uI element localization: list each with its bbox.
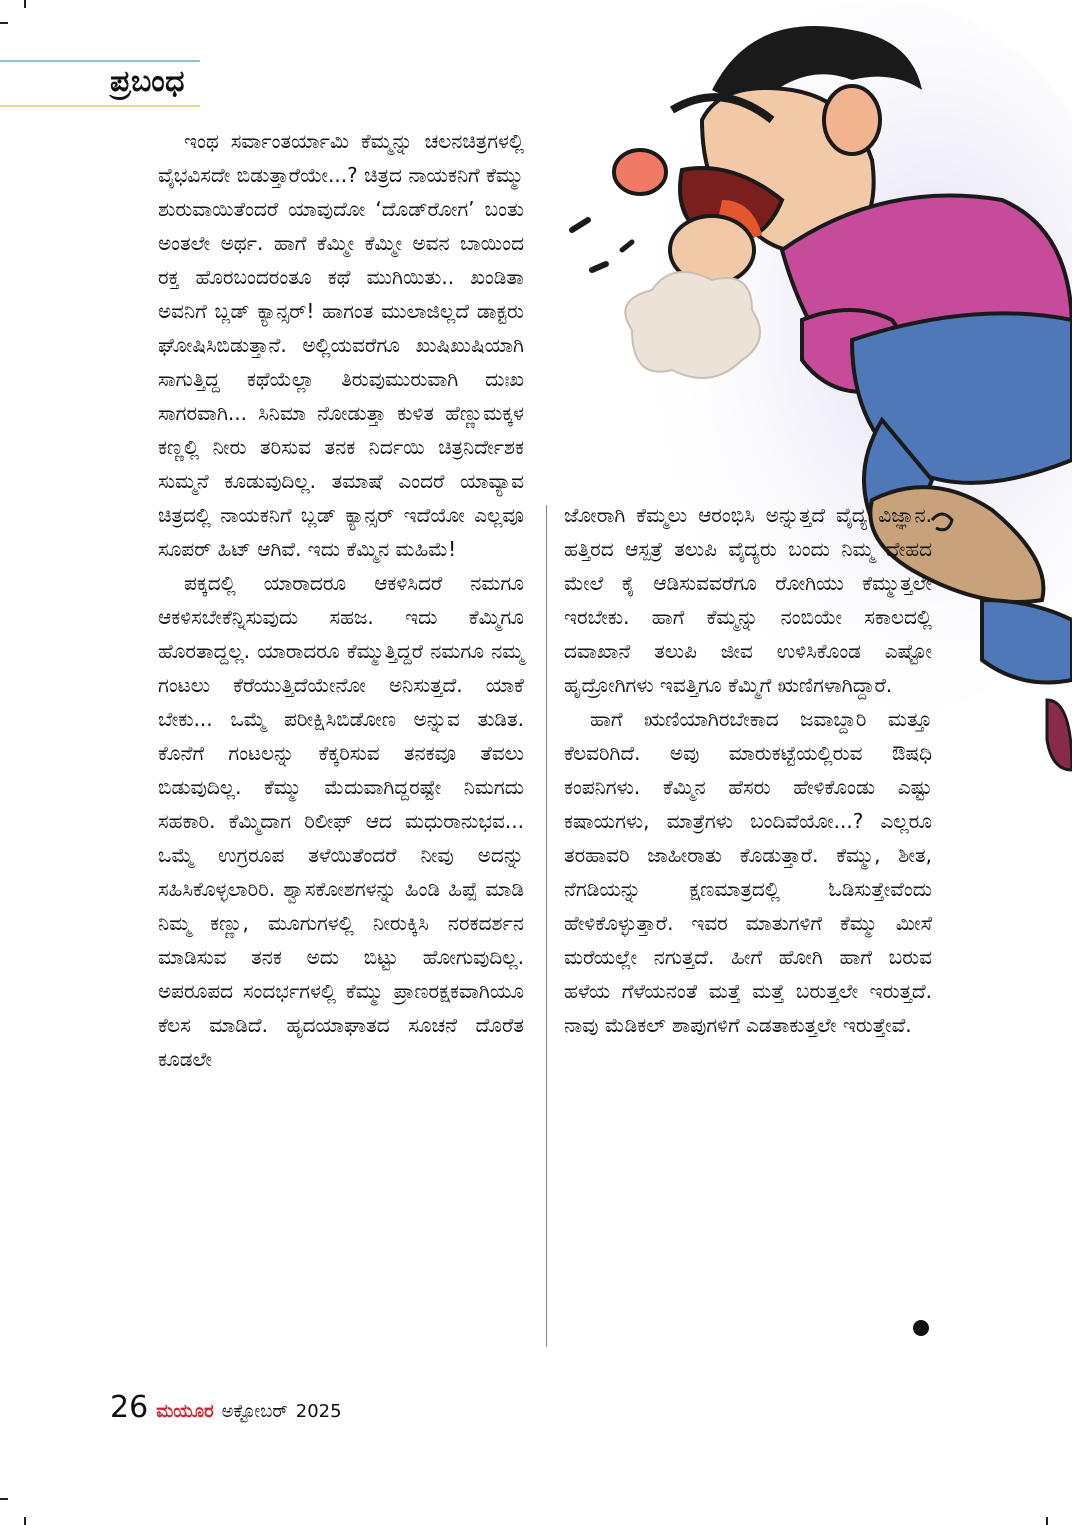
magazine-name: ಮಯೂರ	[156, 1401, 214, 1422]
section-title: ಪ್ರಬಂಧ	[110, 64, 186, 99]
paragraph: ಪಕ್ಕದಲ್ಲಿ ಯಾರಾದರೂ ಆಕಳಿಸಿದರೆ ನಮಗೂ ಆಕಳಿಸಬೇಕೆನ್ನಿಸುವುದು ಸಹಜ. ಇದು ಕೆಮ್ಮಿಗೂ ಹೊರತಾದ್ದಲ್ಲ. ಯಾರಾದರೂ ಕೆಮ್ಮುತ್ತಿದ್ದರೆ ನಮಗೂ ನಮ್ಮ ಗಂಟಲು ಕೆರೆಯುತ್ತಿದೆಯೇನೋ ಅನಿಸುತ್ತದೆ. ಯಾಕೆ ಬೇಕು... ಒಮ್ಮೆ ಪರೀಕ್ಷಿಸಿಬಿಡೋಣ ಅನ್ನುವ ತುಡಿತ. ಕೊನೆಗೆ ಗಂಟಲನ್ನು ಕೆಕ್ಕರಿಸುವ ತನಕವೂ ತೆವಲು ಬಿಡುವುದಿಲ್ಲ. ಕೆಮ್ಮು ಮೆದುವಾಗಿದ್ದರಷ್ಟೇ ನಿಮಗದು ಸಹಕಾರಿ. ಕೆಮ್ಮಿದಾಗ ರಿಲೀಫ್ ಆದ ಮಧುರಾನುಭವ... ಒಮ್ಮೆ ಉಗ್ರರೂಪ ತಳೆಯಿತೆಂದರೆ ನೀವು ಅದನ್ನು ಸಹಿಸಿಕೊಳ್ಳಲಾರಿರಿ. ಶ್ವಾಸಕೋಶಗಳನ್ನು ಹಿಂಡಿ ಹಿಪ್ಪೆ ಮಾಡಿ ನಿಮ್ಮ ಕಣ್ಣು, ಮೂಗುಗಳಲ್ಲಿ ನೀರುಕ್ಕಿಸಿ ನರಕದರ್ಶನ ಮಾಡಿಸುವ ತನಕ ಅದು ಬಿಟ್ಟು ಹೋಗುವುದಿಲ್ಲ. ಅಪರೂಪದ ಸಂದರ್ಭಗಳಲ್ಲಿ ಕೆಮ್ಮು ಪ್ರಾಣರಕ್ಷಕವಾಗಿಯೂ ಕೆಲಸ ಮಾಡಿದೆ. ಹೃದಯಾಘಾತದ ಸೂಚನೆ ದೊರೆತ ಕೂಡಲೇ	[158, 571, 524, 1071]
issue-year: 2025	[295, 1401, 342, 1422]
crop-mark	[24, 1517, 26, 1525]
crop-mark	[0, 1498, 8, 1500]
header-rule-top	[0, 60, 200, 62]
page-number: 26	[110, 1390, 149, 1425]
issue-month: ಅಕ್ಟೋಬರ್	[221, 1401, 288, 1422]
page-footer	[110, 1390, 342, 1425]
crop-mark	[1046, 1517, 1048, 1525]
crop-mark	[24, 0, 26, 8]
column-divider	[546, 505, 547, 1347]
crop-mark	[0, 22, 8, 24]
article-column-left	[158, 124, 524, 1076]
paragraph: ಜೋರಾಗಿ ಕೆಮ್ಮಲು ಆರಂಭಿಸಿ ಅನ್ನುತ್ತದೆ ವೈದ್ಯ ವಿಜ್ಞಾನ. ಹತ್ತಿರದ ಆಸ್ಪತ್ರೆ ತಲುಪಿ ವೈದ್ಯರು ಬಂದು ನಿಮ್ಮ ದೇಹದ ಮೇಲೆ ಕೈ ಆಡಿಸುವವರೆಗೂ ರೋಗಿಯು ಕೆಮ್ಮುತ್ತಲೇ ಇರಬೇಕು. ಹಾಗೆ ಕೆಮ್ಮನ್ನು ನಂಬಿಯೇ ಸಕಾಲದಲ್ಲಿ ದವಾಖಾನೆ ತಲುಪಿ ಜೀವ ಉಳಿಸಿಕೊಂಡ ಎಷ್ಟೋ ಹೃದ್ರೋಗಿಗಳು ಇವತ್ತಿಗೂ ಕೆಮ್ಮಿಗೆ ಋಣಿಗಳಾಗಿದ್ದಾರೆ.	[564, 503, 932, 697]
header-rule-bottom	[0, 105, 200, 107]
paragraph: ಹಾಗೆ ಋಣಿಯಾಗಿರಬೇಕಾದ ಜವಾಬ್ದಾರಿ ಮತ್ತೂ ಕೆಲವರಿಗಿದೆ. ಅವು ಮಾರುಕಟ್ಟೆಯಲ್ಲಿರುವ ಔಷಧಿ ಕಂಪನಿಗಳು. ಕೆಮ್ಮಿನ ಹೆಸರು ಹೇಳಿಕೊಂಡು ಎಷ್ಟು ಕಷಾಯಗಳು, ಮಾತ್ರೆಗಳು ಬಂದಿವೆಯೋ...? ಎಲ್ಲರೂ ತರಹಾವರಿ ಜಾಹೀರಾತು ಕೊಡುತ್ತಾರೆ. ಕೆಮ್ಮು, ಶೀತ, ನೆಗಡಿಯನ್ನು ಕ್ಷಣಮಾತ್ರದಲ್ಲಿ ಓಡಿಸುತ್ತೇವೆಂದು ಹೇಳಿಕೊಳ್ಳುತ್ತಾರೆ. ಇವರ ಮಾತುಗಳಿಗೆ ಕೆಮ್ಮು ಮೀಸೆ ಮರೆಯಲ್ಲೇ ನಗುತ್ತದೆ. ಹೀಗೆ ಹೋಗಿ ಹಾಗೆ ಬರುವ ಹಳೆಯ ಗೆಳೆಯನಂತೆ ಮತ್ತೆ ಮತ್ತೆ ಬರುತ್ತಲೇ ಇರುತ್ತದೆ. ನಾವು ಮೆಡಿಕಲ್ ಶಾಪುಗಳಿಗೆ ಎಡತಾಕುತ್ತಲೇ ಇರುತ್ತೇವೆ.	[564, 707, 932, 1037]
article-column-right	[564, 498, 932, 1042]
paragraph: ಇಂಥ ಸರ್ವಾಂತರ್ಯಾಮಿ ಕೆಮ್ಮನ್ನು ಚಲನಚಿತ್ರಗಳಲ್ಲಿ ವೈಭವಿಸದೇ ಬಿಡುತ್ತಾರೆಯೇ...? ಚಿತ್ರದ ನಾಯಕನಿಗೆ ಕೆಮ್ಮು ಶುರುವಾಯಿತೆಂದರೆ ಯಾವುದೋ ‘ದೊಡ್‌ರೋಗ’ ಬಂತು ಅಂತಲೇ ಅರ್ಥ. ಹಾಗೆ ಕೆಮ್ಮೀ ಕೆಮ್ಮೀ ಅವನ ಬಾಯಿಂದ ರಕ್ತ ಹೊರಬಂದರಂತೂ ಕಥೆ ಮುಗಿಯಿತು.. ಖಂಡಿತಾ ಅವನಿಗೆ ಬ್ಲಡ್ ಕ್ಯಾನ್ಸರ್! ಹಾಗಂತ ಮುಲಾಜಿಲ್ಲದೆ ಡಾಕ್ಟರು ಘೋಷಿಸಿಬಿಡುತ್ತಾನೆ. ಅಲ್ಲಿಯವರೆಗೂ ಖುಷಿಖುಷಿಯಾಗಿ ಸಾಗುತ್ತಿದ್ದ ಕಥೆಯೆಲ್ಲಾ ತಿರುವುಮುರುವಾಗಿ ದುಃಖ ಸಾಗರವಾಗಿ... ಸಿನಿಮಾ ನೋಡುತ್ತಾ ಕುಳಿತ ಹೆಣ್ಣುಮಕ್ಕಳ ಕಣ್ಣಲ್ಲಿ ನೀರು ತರಿಸುವ ತನಕ ನಿರ್ದಯಿ ಚಿತ್ರನಿರ್ದೇಶಕ ಸುಮ್ಮನೆ ಕೂಡುವುದಿಲ್ಲ. ತಮಾಷೆ ಎಂದರೆ ಯಾವ್ಯಾವ ಚಿತ್ರದಲ್ಲಿ ನಾಯಕನಿಗೆ ಬ್ಲಡ್ ಕ್ಯಾನ್ಸರ್ ಇದೆಯೋ ಎಲ್ಲವೂ ಸೂಪರ್ ಹಿಟ್ ಆಗಿವೆ. ಇದು ಕೆಮ್ಮಿನ ಮಹಿಮೆ!	[158, 129, 524, 561]
end-mark	[913, 1320, 929, 1336]
